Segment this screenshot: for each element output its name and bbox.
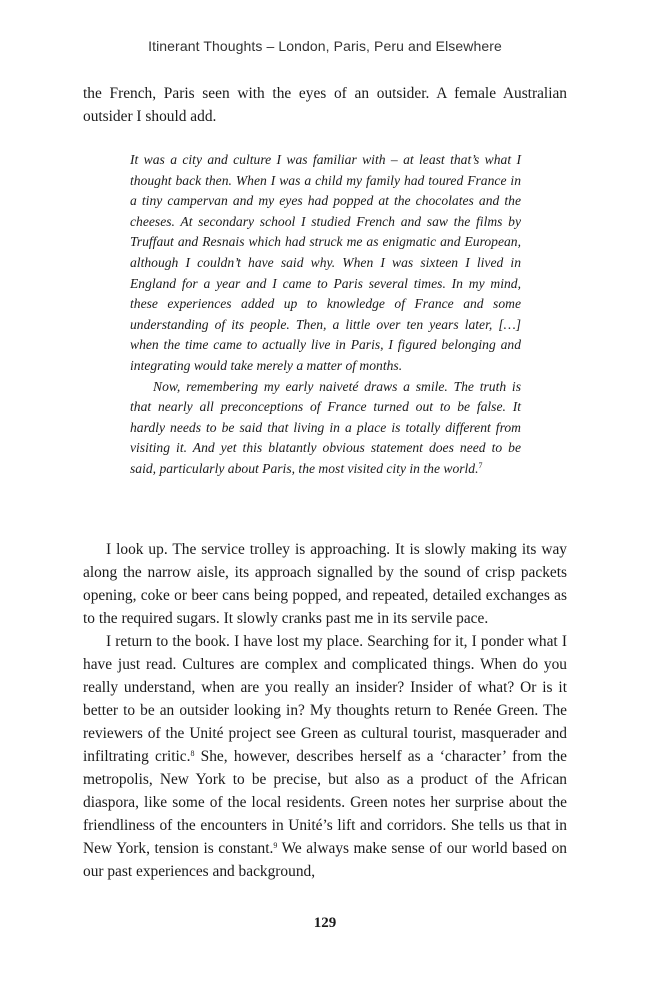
page-number: 129	[313, 915, 337, 931]
intro-paragraph	[83, 82, 567, 128]
footnote-ref-9[interactable]: 9	[273, 841, 278, 850]
footnote-ref-8[interactable]: 8	[190, 749, 195, 758]
quote-paragraph-1: It was a city and culture I was familiar with – at least that’s what I thought back then. When I was a child my family had toured France in a tiny campervan and my eyes had popped at the chocolates and the cheeses. At secondary school I studied French and saw the films by Truffaut and Resnais which had struck me as enigmatic and European, although I couldn’t have said why. When I was sixteen I lived in England for a year and I came to Paris several times. In my mind, these experiences added up to knowledge of France and some understanding of its people. Then, a little over ten years later, […] when the time came to actually live in Paris, I figured belonging and integrating would take merely a matter of months.	[130, 152, 521, 373]
quote-paragraph-2	[130, 377, 521, 480]
quote-paragraph-2-text: Now, remembering my early naiveté draws a smile. The truth is that nearly all preconceptions of France turned out to be false. It hardly needs to be said that living in a place is totally different from visiting it. And yet this blatantly obvious statement does need to be said, particularly about Paris, the most visited city in the world.	[130, 378, 521, 476]
paragraph-trolley: I look up. The service trolley is approaching. It is slowly making its way along the narrow aisle, its approach signalled by the sound of crisp packets opening, coke or beer cans being popped, and repeated, detailed exchanges as to the required sugars. It slowly cranks past me in its servile pace.	[83, 541, 567, 627]
main-text	[83, 538, 567, 883]
running-head: Itinerant Thoughts – London, Paris, Peru and Elsewhere	[148, 38, 502, 54]
paragraph-return-part-1: I return to the book. I have lost my place. Searching for it, I ponder what I have just read. Cultures are complex and complicated things. When do you really understand, when are you really an insider? Insider of what? Or is it better to be an outsider looking in? My thoughts return to Renée Green. The reviewers of the Unité project see Green as cultural tourist, masquerader and infiltrating critic.	[83, 633, 567, 765]
footnote-ref-7[interactable]: 7	[478, 460, 483, 470]
paragraph-return-part-3: We always make sense of our world based on our past experiences and background,	[83, 840, 567, 880]
block-quote	[130, 150, 521, 480]
intro-text: the French, Paris seen with the eyes of an outsider. A female Australian outsider I should add.	[83, 85, 567, 125]
paragraph-return	[83, 630, 567, 883]
paragraph-return-part-2: She, however, describes herself as a ‘character’ from the metropolis, New York to be precise, but also as a product of the African diaspora, like some of the local residents. Green notes her surprise about the friendliness of the encounters in Unité’s lift and corridors. She tells us that in New York, tension is constant.	[83, 748, 567, 857]
